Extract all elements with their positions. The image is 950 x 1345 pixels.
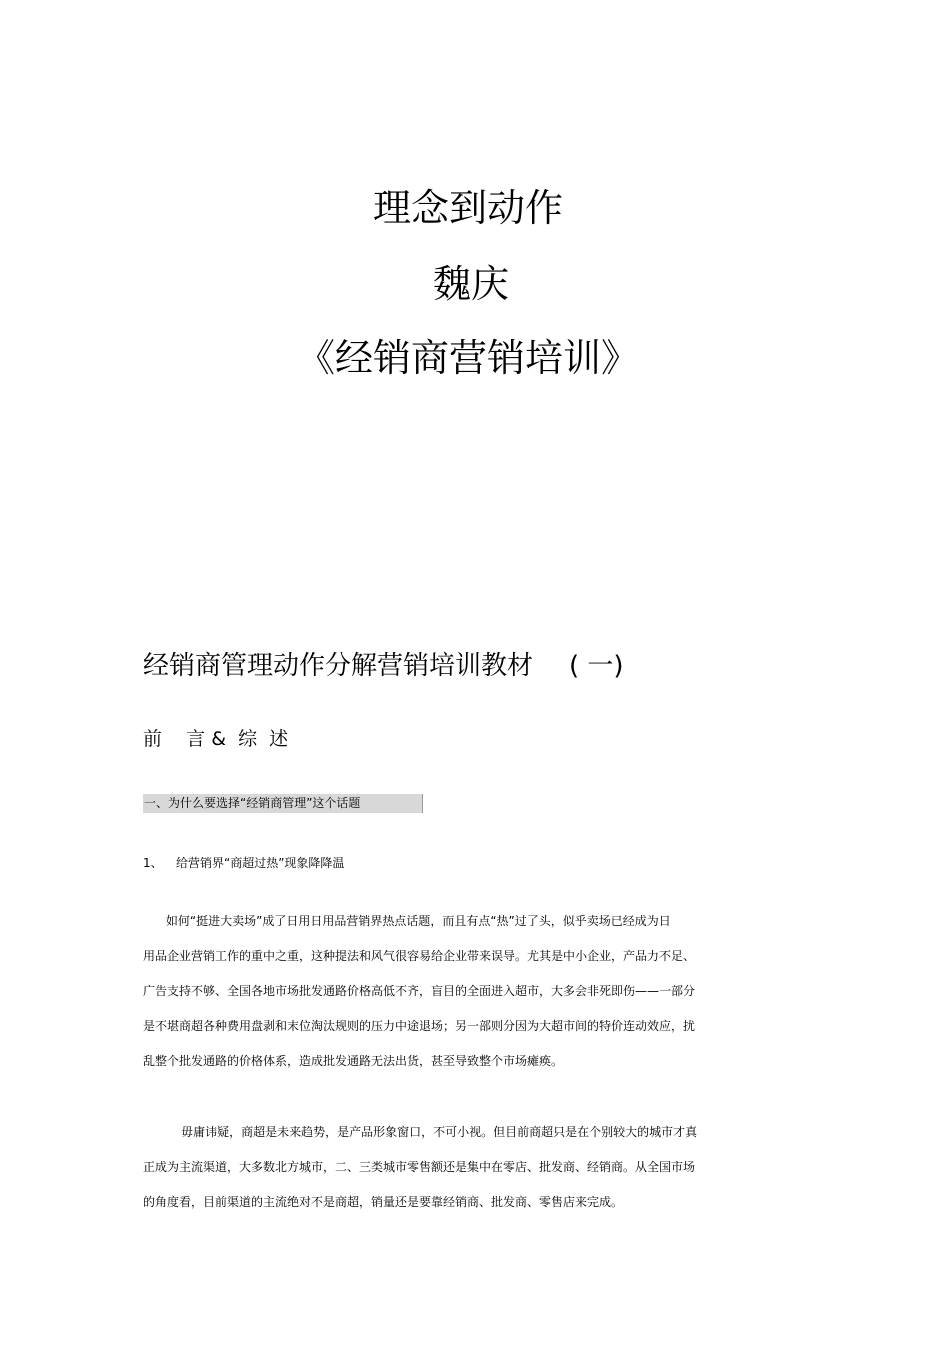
paragraph-line: 的角度看，目前渠道的主流绝对不是商超，销量还是要靠经销商、批发商、零售店来完成。 bbox=[143, 1195, 624, 1209]
paragraph-line: 如何“挺进大卖场”成了日用日用品营销界热点话题，而且有点“热”过了头，似乎卖场已经成为日 bbox=[143, 914, 671, 928]
section-heading: 一、为什么要选择“经销商管理”这个话题 bbox=[143, 794, 423, 813]
paragraph bbox=[143, 1123, 743, 1228]
cover-title: 理念到动作 bbox=[372, 186, 563, 230]
document-heading-main: 经销商管理动作分解营销培训教材 bbox=[143, 651, 534, 681]
subsection-heading bbox=[143, 854, 344, 872]
document-heading bbox=[143, 648, 624, 684]
paragraph-line: 广告支持不够、全国各地市场批发通路价格高低不齐，盲目的全面进入超市，大多会非死即伤——一部分 bbox=[143, 984, 696, 998]
paragraph bbox=[143, 912, 743, 1087]
course-title: 《经销商营销培训》 bbox=[296, 336, 639, 380]
subsection-number: 1、 bbox=[143, 856, 163, 870]
author-name: 魏庆 bbox=[432, 262, 509, 306]
preface-heading: 前 言 & 综 述 bbox=[143, 728, 289, 750]
paragraph-line: 是不堪商超各种费用盘剥和末位淘汰规则的压力中途退场；另一部则分因为大超市间的特价连动效应，扰 bbox=[143, 1019, 696, 1033]
paragraph-line: 乱整个批发通路的价格体系，造成批发通路无法出货，甚至导致整个市场瘫痪。 bbox=[143, 1054, 564, 1068]
paragraph-line: 正成为主流渠道，大多数北方城市，二、三类城市零售额还是集中在零店、批发商、经销商。从全国市场 bbox=[143, 1160, 696, 1174]
paragraph-line: 毋庸讳疑，商超是未来趋势，是产品形象窗口，不可小视。但目前商超只是在个别较大的城市才真 bbox=[143, 1125, 698, 1139]
subsection-title: 给营销界“商超过热”现象降降温 bbox=[176, 856, 345, 870]
document-heading-part: ( 一) bbox=[569, 651, 624, 681]
paragraph-line: 用品企业营销工作的重中之重，这种提法和风气很容易给企业带来误导。尤其是中小企业，产品力不足、 bbox=[143, 949, 696, 963]
